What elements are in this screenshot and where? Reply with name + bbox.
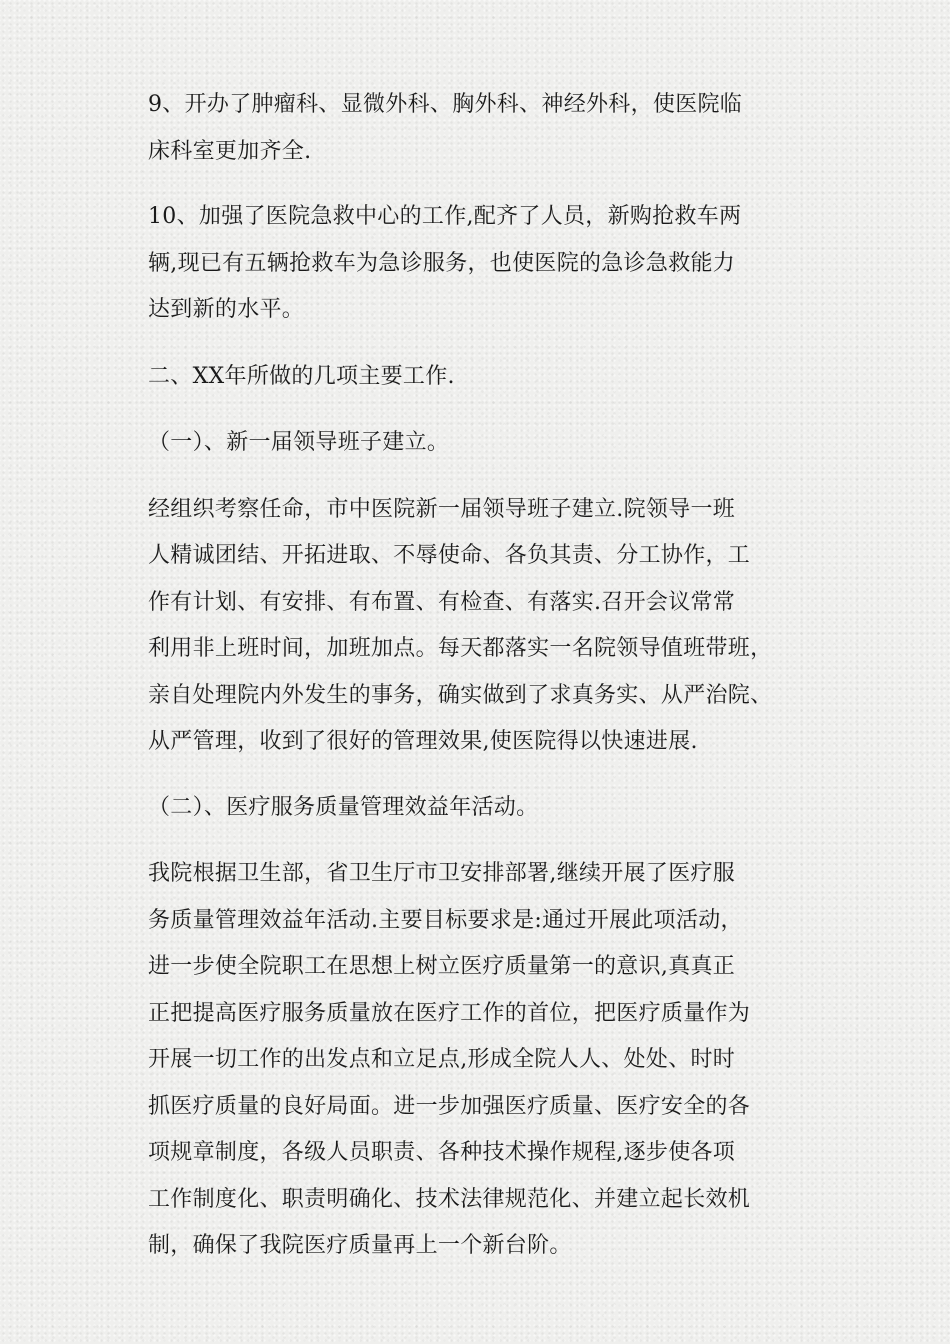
- section-2-heading: [148, 354, 808, 401]
- text-line: 项规章制度，各级人员职责、各种技术操作规程,逐步使各项: [148, 1140, 736, 1165]
- text-line: 10、加强了医院急救中心的工作,配齐了人员，新购抢救车两: [148, 204, 742, 229]
- text-line: 人精诚团结、开拓进取、不辱使命、各负其责、分工协作，工: [148, 543, 751, 568]
- subsection-2-body: [148, 851, 808, 1270]
- text-line: 从严管理，收到了很好的管理效果,使医院得以快速进展.: [148, 729, 698, 754]
- text-line: 作有计划、有安排、有布置、有检查、有落实.召开会议常常: [148, 589, 736, 615]
- text-line: 辆,现已有五辆抢救车为急诊服务，也使医院的急诊急救能力: [148, 250, 736, 276]
- text-line: 正把提高医疗服务质量放在医疗工作的首位，把医疗质量作为: [148, 1000, 751, 1026]
- text-line: 经组织考察任命，市中医院新一届领导班子建立.院领导一班: [148, 496, 736, 522]
- text-line: 亲自处理院内外发生的事务，确实做到了求真务实、从严治院、: [148, 682, 773, 708]
- item-9-paragraph: [148, 82, 808, 175]
- text-line: 务质量管理效益年活动.主要目标要求是:通过开展此项活动，: [148, 907, 743, 933]
- text-line: 9、开办了肿瘤科、显微外科、胸外科、神经外科，使医院临: [148, 92, 743, 117]
- text-line: 进一步使全院职工在思想上树立医疗质量第一的意识,真真正: [148, 954, 736, 979]
- document-page: [148, 82, 808, 1270]
- text-line: 床科室更加齐全.: [148, 138, 312, 164]
- subsection-2-heading: [148, 785, 808, 832]
- text-line: 制，确保了我院医疗质量再上一个新台阶。: [148, 1233, 572, 1258]
- text-line: 抓医疗质量的良好局面。进一步加强医疗质量、医疗安全的各: [148, 1093, 751, 1119]
- heading-text: （一）、新一届领导班子建立。: [148, 430, 450, 455]
- heading-text: （二）、医疗服务质量管理效益年活动。: [148, 794, 539, 820]
- item-10-paragraph: [148, 194, 808, 334]
- text-line: 开展一切工作的出发点和立足点,形成全院人人、处处、时时: [148, 1047, 736, 1072]
- text-line: 我院根据卫生部，省卫生厅市卫安排部署,继续开展了医疗服: [148, 861, 736, 886]
- subsection-1-body: [148, 487, 808, 766]
- text-line: 达到新的水平。: [148, 297, 305, 322]
- text-line: 工作制度化、职责明确化、技术法律规范化、并建立起长效机: [148, 1186, 751, 1212]
- subsection-1-heading: [148, 420, 808, 467]
- text-line: 利用非上班时间，加班加点。每天都落实一名院领导值班带班，: [148, 636, 773, 661]
- heading-text: 二、XX年所做的几项主要工作.: [148, 363, 455, 389]
